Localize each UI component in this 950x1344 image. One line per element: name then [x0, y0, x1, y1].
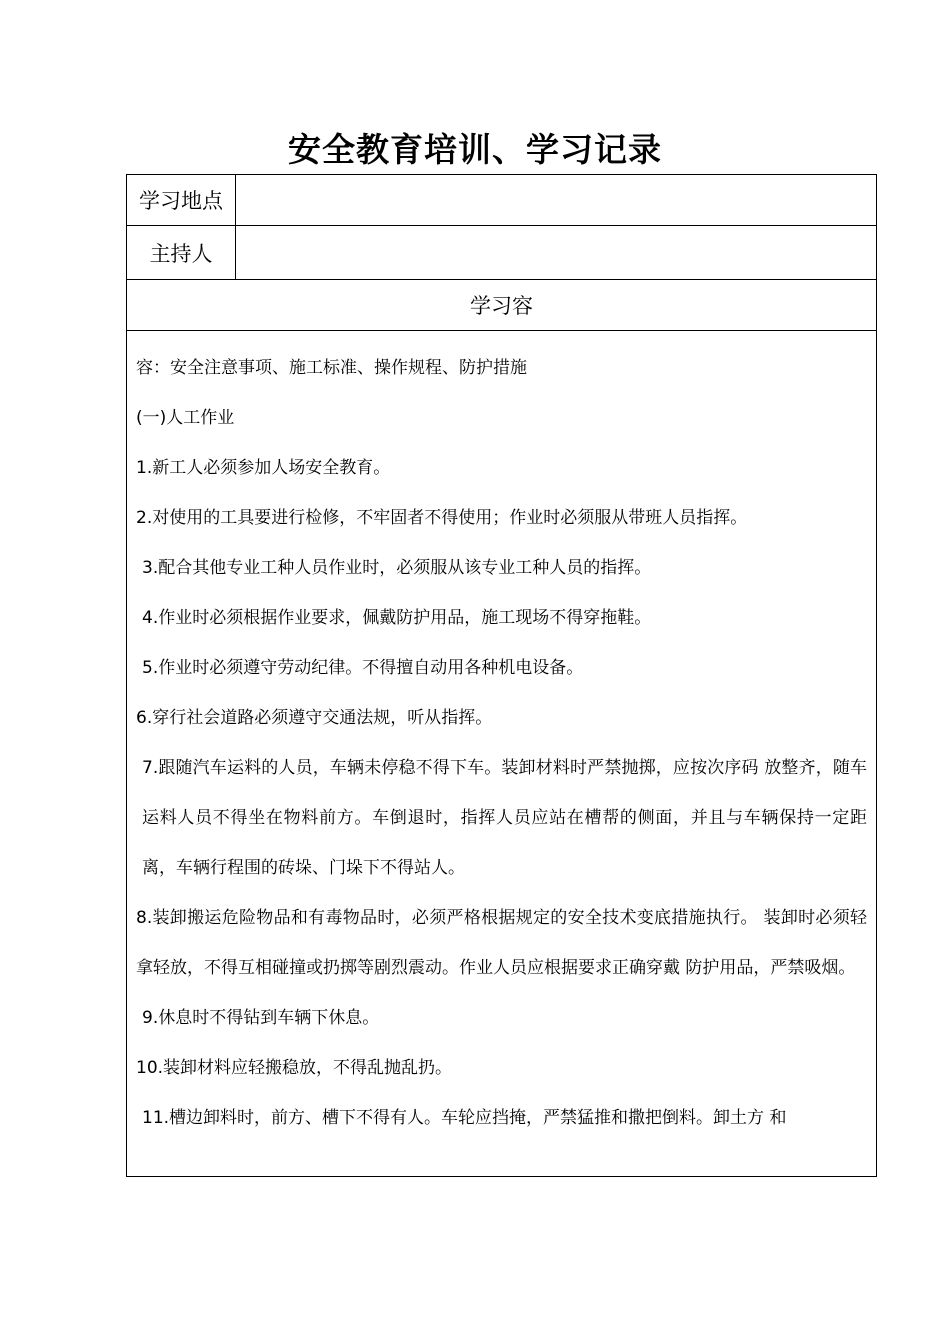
list-item: 7.跟随汽车运料的人员，车辆未停稳不得下车。装卸材料时严禁抛掷，应按次序码 放整齐，随车运料人员不得坐在物料前方。车倒退时，指挥人员应站在槽帮的侧面，并且与车辆保持一定距离，车辆行程围的砖垛、门垛下不得站人。 [142, 758, 867, 878]
host-field[interactable] [236, 226, 876, 279]
content-body [127, 331, 876, 1176]
list-item: 5.作业时必须遵守劳动纪律。不得擅自动用各种机电设备。 [142, 658, 584, 678]
host-row [127, 226, 876, 280]
list-item: 6.穿行社会道路必须遵守交通法规，听从指挥。 [136, 708, 493, 728]
list-item: 10.装卸材料应轻搬稳放，不得乱抛乱扔。 [136, 1058, 453, 1078]
location-label: 学习地点 [127, 175, 236, 225]
section-heading: (一)人工作业 [136, 408, 235, 428]
list-item: 4.作业时必须根据作业要求，佩戴防护用品，施工现场不得穿拖鞋。 [142, 608, 652, 628]
content-header: 学习容 [470, 294, 533, 318]
list-item: 1.新工人必须参加人场安全教育。 [136, 458, 391, 478]
list-item: 2.对使用的工具要进行检修，不牢固者不得使用；作业时必须服从带班人员指挥。 [136, 508, 748, 528]
list-item: 3.配合其他专业工种人员作业时，必须服从该专业工种人员的指挥。 [142, 558, 652, 578]
content-header-row [127, 280, 876, 331]
list-item: 9.休息时不得钻到车辆下休息。 [142, 1008, 380, 1028]
training-record-table [126, 174, 877, 1177]
location-field[interactable] [236, 175, 876, 225]
document-title: 安全教育培训、学习记录 [288, 130, 662, 169]
list-item: 11.槽边卸料时，前方、槽下不得有人。车轮应挡掩，严禁猛推和撒把倒料。卸土方 和 [142, 1108, 787, 1128]
location-row [127, 175, 876, 226]
host-label: 主持人 [127, 226, 236, 279]
content-intro: 容：安全注意事项、施工标准、操作规程、防护措施 [136, 358, 527, 378]
list-item: 8.装卸搬运危险物品和有毒物品时，必须严格根据规定的安全技术变底措施执行。 装卸时必须轻拿轻放，不得互相碰撞或扔掷等剧烈震动。作业人员应根据要求正确穿戴 防护用品，严禁吸烟。 [136, 908, 867, 978]
